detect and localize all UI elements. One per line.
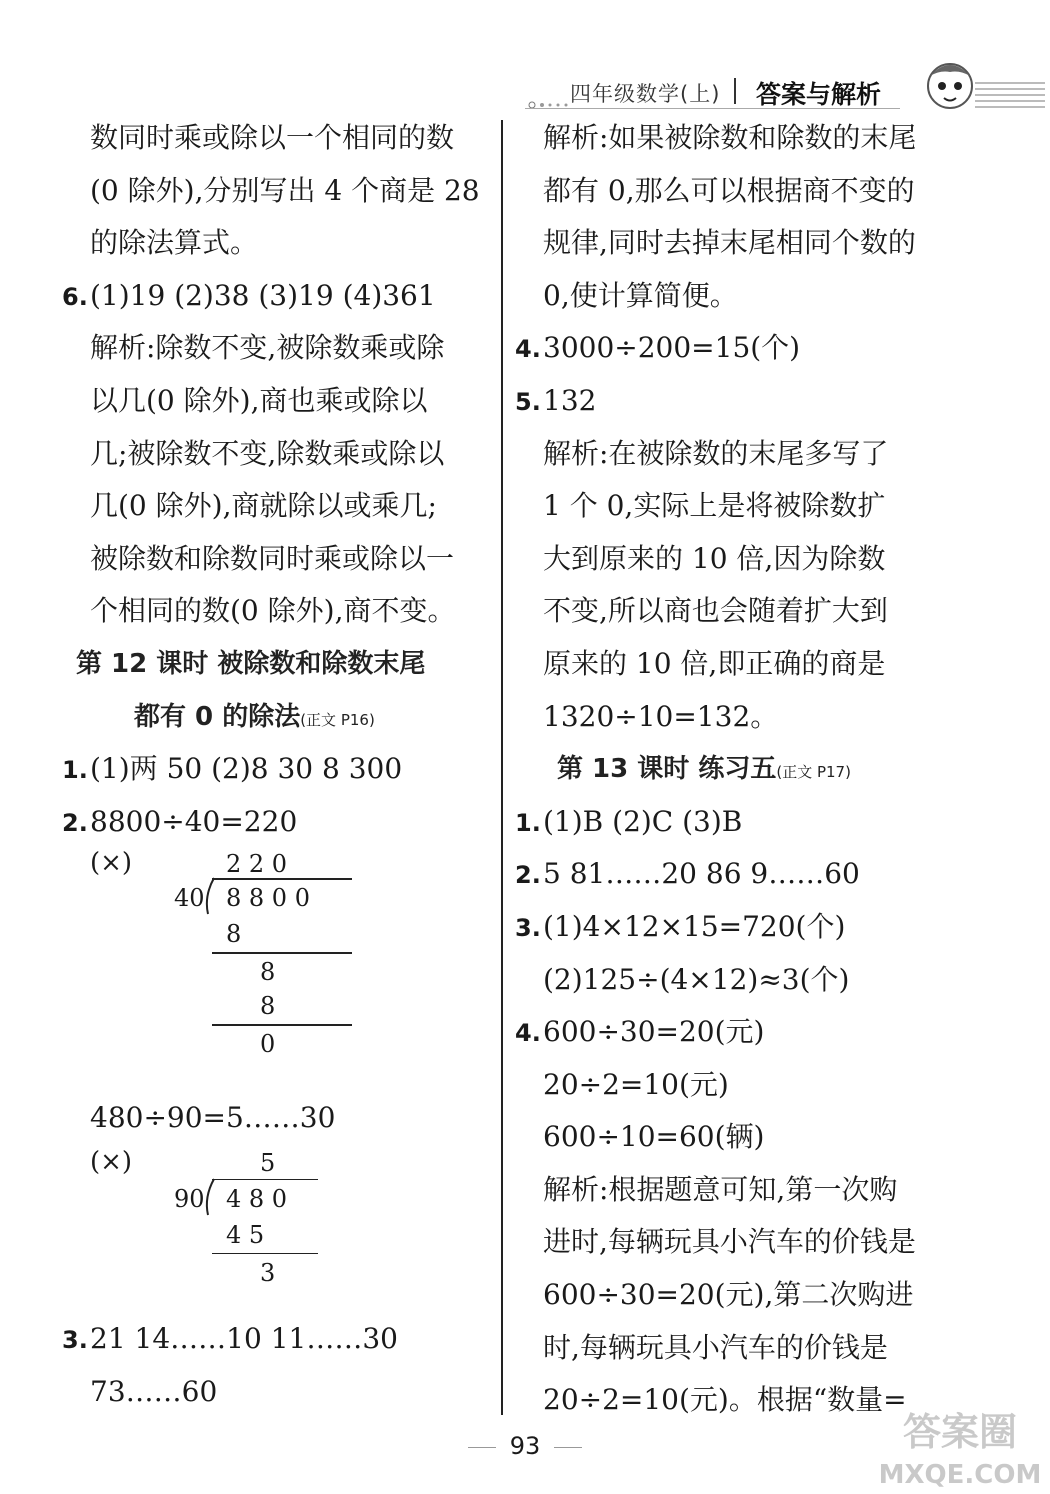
quotient: 5 [260,1148,276,1177]
analysis-line: 1 个 0,实际上是将被除数扩 [543,489,886,523]
analysis-line: 个相同的数(0 除外),商不变。 [90,594,456,628]
analysis-line: 被除数和除数同时乘或除以一 [90,541,455,575]
question-number: 6. [62,282,88,311]
watermark-logo [870,1405,1050,1490]
subtraction-line [212,952,352,954]
answer-text: (1)B (2)C (3)B [543,804,743,838]
left-column [62,112,480,1418]
page-number: 93 [0,1432,1050,1460]
answer-text: 600÷30=20(元) [543,1015,765,1049]
analysis-line: 600÷30=20(元),第二次购进 [543,1278,914,1312]
analysis-line: 进时,每辆玩具小汽车的价钱是 [543,1225,916,1259]
answer-text: 132 [543,383,597,417]
answer-text: (2)125÷(4×12)≈3(个) [543,962,850,996]
book-title: 四年级数学(上) [570,82,721,106]
practice-4 [515,1006,925,1059]
remainder: 3 [260,1258,276,1287]
analysis-line: 1320÷10=132。 [543,699,779,733]
answer-text: 3000÷200=15(个) [543,331,801,365]
question-6 [62,270,472,323]
intro-line: 数同时乘或除以一个相同的数 [90,121,455,154]
analysis-line: 不变,所以商也会随着扩大到 [543,594,888,628]
analysis-line: 以几(0 除外),商也乘或除以 [90,383,428,417]
analysis-line: 都有 0,那么可以根据商不变的 [543,173,915,207]
question-number: 3. [62,1325,88,1354]
practice-2 [515,848,925,901]
watermark-text: 答案圈 [902,1410,1018,1454]
subtraction-line [212,1024,352,1026]
right-column [515,112,925,1427]
analysis-line: 解析:除数不变,被除数乘或除 [90,331,445,365]
answer-text: 20÷2=10(元) [543,1067,729,1101]
analysis-line: 解析:如果被除数和除数的末尾 [543,121,917,154]
partial-product: 8 [260,992,276,1021]
division-bar [212,1179,318,1181]
remainder-step: 8 [260,958,276,987]
question-1 [62,743,472,796]
answer-text: 21 14……10 11……30 [90,1321,398,1355]
analysis-line: 时,每辆玩具小汽车的价钱是 [543,1330,888,1364]
question-number: 5. [515,387,541,416]
section-title: 答案与解析 [756,80,882,109]
lesson-12-title: 第 12 课时 被除数和除数末尾 [76,648,426,679]
mascot-icon [920,56,980,118]
subtraction-line [212,1253,318,1255]
page-ref: (正文 P17) [776,763,851,782]
analysis-line: 原来的 10 倍,即正确的商是 [543,646,886,680]
answer-text: (1)19 (2)38 (3)19 (4)361 [90,278,436,312]
equation: 480÷90=5……30 [90,1101,336,1135]
lesson-subtitle-text: 都有 0 的除法 [134,701,301,732]
remainder: 0 [260,1030,276,1059]
analysis-line: 解析:根据题意可知,第一次购 [543,1172,898,1206]
header-stripes [975,82,1045,110]
column-divider [501,120,503,1415]
equation: 8800÷40=220 [90,804,298,838]
question-5 [515,375,925,428]
partial-product: 4 5 [226,1220,265,1249]
analysis-line: 规律,同时去掉末尾相同个数的 [543,226,916,260]
mark: (×) [90,848,133,879]
lesson-title-text: 第 13 课时 练习五 [557,754,777,785]
mark: (×) [90,1146,133,1177]
long-division-1 [62,848,472,1096]
analysis-line: 大到原来的 10 倍,因为除数 [543,541,886,575]
answer-text: (1)两 50 (2)8 30 8 300 [90,752,403,786]
intro-line: (0 除外),分别写出 4 个商是 28 [90,173,480,207]
question-number: 1. [62,756,88,785]
divisor: 90 [174,1184,205,1213]
quotient: 2 2 0 [226,850,288,879]
answer-text: 5 81……20 86 9……60 [543,857,860,891]
analysis-line: 20÷2=10(元)。根据“数量= [543,1383,907,1417]
question-number: 2. [62,808,88,837]
long-division-2 [62,1145,472,1313]
practice-1 [515,796,925,849]
question-number: 1. [515,808,541,837]
dividend: 8 8 0 0 [226,884,310,913]
divisor: 40 [174,884,205,913]
lesson-12-subtitle [62,691,472,744]
analysis-line: 0,使计算简便。 [543,278,738,312]
practice-3 [515,901,925,954]
question-number: 3. [515,913,541,942]
analysis-line: 几;被除数不变,除数乘或除以 [90,436,445,470]
question-2 [62,796,472,849]
question-number: 4. [515,335,541,364]
intro-line: 的除法算式。 [90,226,259,260]
page-ref: (正文 P16) [300,710,375,729]
dividend: 4 8 0 [226,1184,288,1213]
watermark-url: MXQE.COM [878,1460,1042,1490]
question-number: 2. [515,861,541,890]
answer-text: 73……60 [90,1374,218,1408]
question-3 [62,1313,472,1366]
division-bar [212,878,352,880]
header-separator [734,78,736,104]
question-4 [515,322,925,375]
analysis-line: 几(0 除外),商就除以或乘几; [90,489,437,523]
question-number: 4. [515,1019,541,1048]
analysis-line: 解析:在被除数的末尾多写了 [543,436,889,470]
lesson-13-title [515,743,925,796]
partial-product: 8 [226,920,242,949]
answer-text: (1)4×12×15=720(个) [543,909,846,943]
answer-text: 600÷10=60(辆) [543,1120,765,1154]
